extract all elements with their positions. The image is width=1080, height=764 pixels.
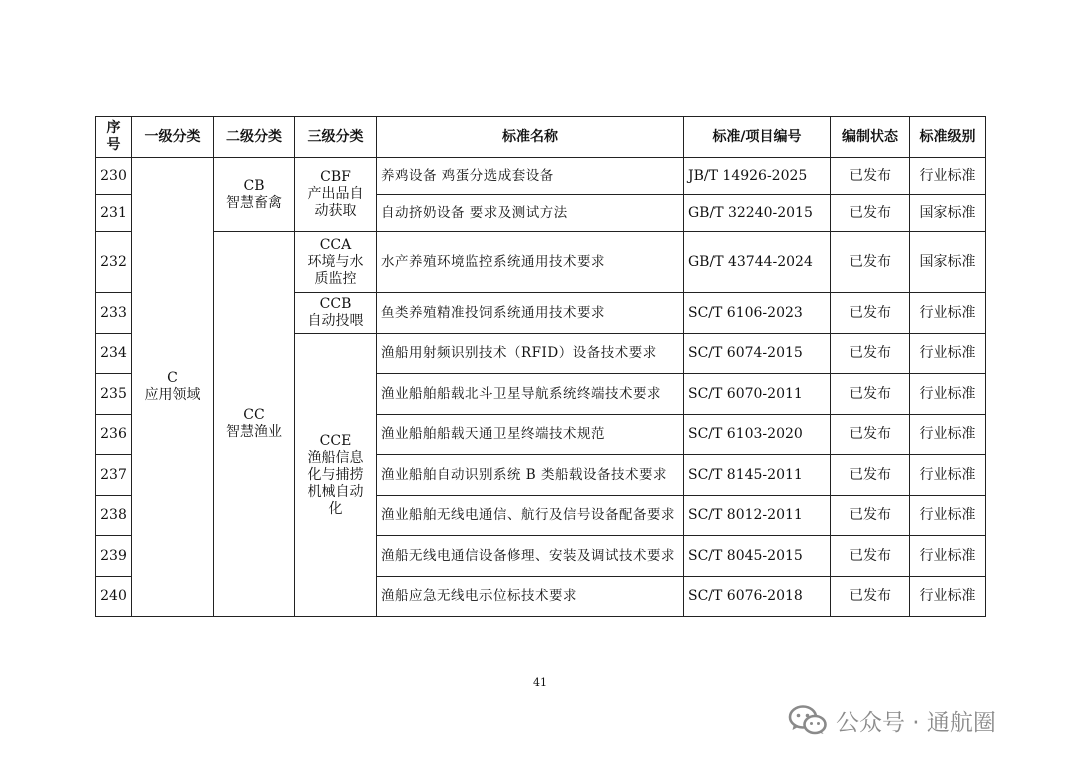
- subgroup-name: 渔船信息 化与捕捞 机械自动 化: [307, 449, 364, 517]
- category1-code: C: [167, 370, 178, 386]
- status-cell: 已发布: [831, 293, 910, 334]
- subgroup-cell-ccb: [295, 293, 377, 334]
- row-number: 240: [96, 577, 132, 617]
- level-cell: 行业标准: [910, 158, 986, 195]
- standard-name: 渔业船舶船载天通卫星终端技术规范: [377, 415, 684, 455]
- subgroup-code: CCB: [319, 296, 352, 312]
- level-cell: 国家标准: [910, 232, 986, 293]
- status-cell: 已发布: [831, 577, 910, 617]
- standard-code: SC/T 6076-2018: [684, 577, 831, 617]
- category1-cell: [132, 158, 214, 617]
- row-number: 236: [96, 415, 132, 455]
- subgroup-name: 产出品自 动获取: [307, 186, 364, 219]
- table-row: [96, 232, 986, 293]
- standard-name: 鱼类养殖精准投饲系统通用技术要求: [377, 293, 684, 334]
- watermark-text: 公众号 · 通航圈: [836, 709, 996, 736]
- subgroup-cell-cbf: [295, 158, 377, 232]
- level-cell: 行业标准: [910, 334, 986, 374]
- subgroup-name: 环境与水 质监控: [307, 253, 364, 287]
- status-cell: 已发布: [831, 334, 910, 374]
- standard-code: SC/T 8012-2011: [684, 496, 831, 536]
- header-code: 标准/项目编号: [684, 117, 831, 158]
- subgroup-code: CBF: [320, 169, 351, 185]
- header-level: 标准级别: [910, 117, 986, 158]
- row-number: 233: [96, 293, 132, 334]
- level-cell: 国家标准: [910, 195, 986, 232]
- table-row: [96, 158, 986, 195]
- standard-name: 渔业船舶自动识别系统 B 类船载设备技术要求: [377, 455, 684, 496]
- standard-name: 渔船无线电通信设备修理、安装及调试技术要求: [377, 536, 684, 577]
- row-number: 235: [96, 374, 132, 415]
- header-index: 序 号: [96, 117, 132, 158]
- status-cell: 已发布: [831, 232, 910, 293]
- row-number: 237: [96, 455, 132, 496]
- level-cell: 行业标准: [910, 293, 986, 334]
- status-cell: 已发布: [831, 415, 910, 455]
- standard-name: 渔船应急无线电示位标技术要求: [377, 577, 684, 617]
- row-number: 231: [96, 195, 132, 232]
- standard-code: GB/T 43744-2024: [684, 232, 831, 293]
- standard-code: SC/T 6103-2020: [684, 415, 831, 455]
- subgroup-name: 自动投喂: [307, 313, 364, 329]
- group-code: CC: [243, 407, 265, 423]
- subgroup-code: CCE: [319, 432, 352, 449]
- status-cell: 已发布: [831, 536, 910, 577]
- header-level2: 二级分类: [214, 117, 295, 158]
- row-number: 234: [96, 334, 132, 374]
- status-cell: 已发布: [831, 158, 910, 195]
- group-code: CB: [243, 177, 265, 194]
- standard-name: 渔业船舶船载北斗卫星导航系统终端技术要求: [377, 374, 684, 415]
- standard-name: 渔业船舶无线电通信、航行及信号设备配备要求: [377, 496, 684, 536]
- level-cell: 行业标准: [910, 536, 986, 577]
- standard-code: SC/T 6070-2011: [684, 374, 831, 415]
- group-name: 智慧渔业: [226, 424, 282, 440]
- standard-code: SC/T 6074-2015: [684, 334, 831, 374]
- header-row: [96, 117, 986, 158]
- row-number: 232: [96, 232, 132, 293]
- status-cell: 已发布: [831, 455, 910, 496]
- row-number: 239: [96, 536, 132, 577]
- standard-code: GB/T 32240-2015: [684, 195, 831, 232]
- subgroup-cell-cca: [295, 232, 377, 293]
- level-cell: 行业标准: [910, 455, 986, 496]
- row-number: 238: [96, 496, 132, 536]
- header-name: 标准名称: [377, 117, 684, 158]
- standard-code: JB/T 14926-2025: [684, 158, 831, 195]
- group-name: 智慧畜禽: [226, 194, 282, 211]
- level-cell: 行业标准: [910, 415, 986, 455]
- level-cell: 行业标准: [910, 374, 986, 415]
- standard-name: 水产养殖环境监控系统通用技术要求: [377, 232, 684, 293]
- group-cell-cb: [214, 158, 295, 232]
- status-cell: 已发布: [831, 374, 910, 415]
- watermark: [788, 704, 996, 736]
- subgroup-cell-cce: [295, 334, 377, 617]
- wechat-icon: [788, 705, 828, 735]
- header-status: 编制状态: [831, 117, 910, 158]
- standard-code: SC/T 8045-2015: [684, 536, 831, 577]
- standard-code: SC/T 8145-2011: [684, 455, 831, 496]
- category1-name: 应用领域: [144, 387, 201, 403]
- level-cell: 行业标准: [910, 577, 986, 617]
- header-level1: 一级分类: [132, 117, 214, 158]
- standards-table: [95, 116, 986, 617]
- standard-code: SC/T 6106-2023: [684, 293, 831, 334]
- group-cell-cc: [214, 232, 295, 617]
- status-cell: 已发布: [831, 195, 910, 232]
- page-number: 41: [533, 676, 547, 689]
- status-cell: 已发布: [831, 496, 910, 536]
- level-cell: 行业标准: [910, 496, 986, 536]
- standard-name: 自动挤奶设备 要求及测试方法: [377, 195, 684, 232]
- standard-name: 养鸡设备 鸡蛋分选成套设备: [377, 158, 684, 195]
- subgroup-code: CCA: [319, 236, 352, 253]
- row-number: 230: [96, 158, 132, 195]
- standard-name: 渔船用射频识别技术（RFID）设备技术要求: [377, 334, 684, 374]
- header-level3: 三级分类: [295, 117, 377, 158]
